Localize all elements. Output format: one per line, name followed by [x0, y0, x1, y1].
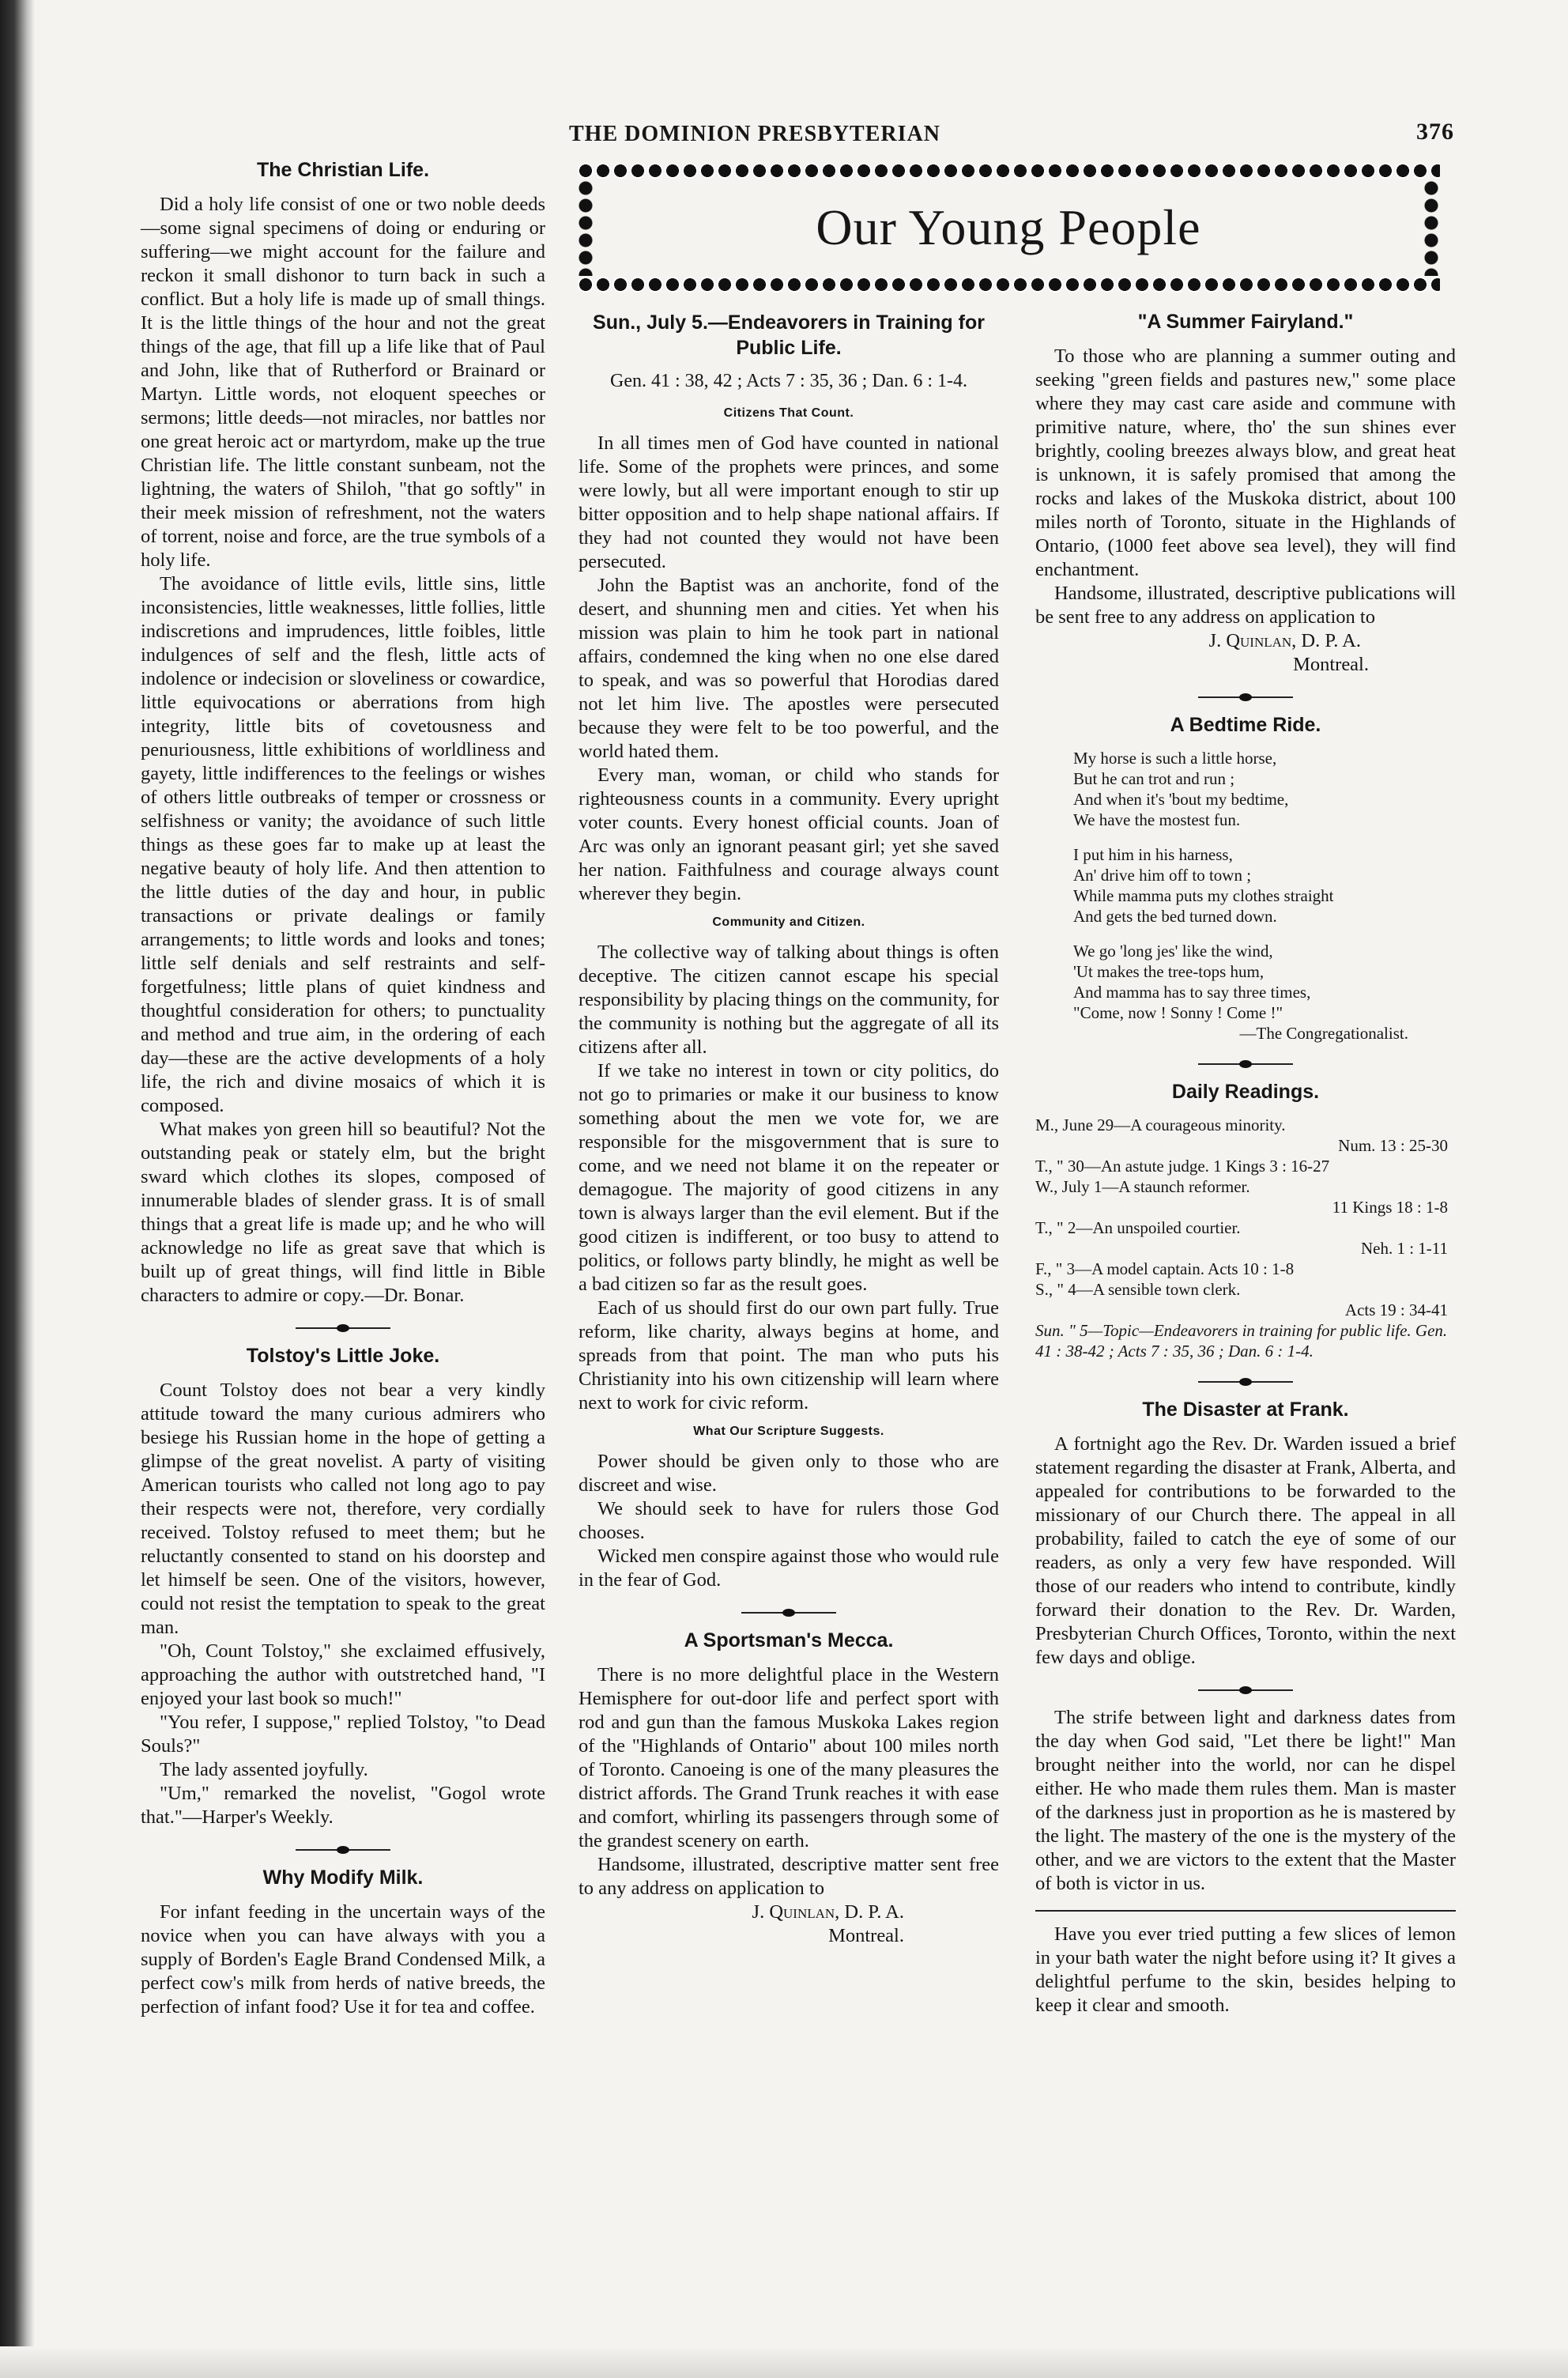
section-separator [1198, 693, 1293, 702]
reading-ref: Num. 13 : 25-30 [1338, 1136, 1448, 1155]
poem-line: My horse is such a little horse, [1073, 749, 1277, 768]
page-bottom-edge [0, 2346, 1568, 2378]
reading-row: S., " 4—A sensible town clerk. [1035, 1280, 1241, 1299]
subheading-community: Community and Citizen. [712, 915, 865, 929]
poem [1073, 748, 1456, 1044]
scripture-refs: Gen. 41 : 38, 42 ; Acts 7 : 35, 36 ; Dan. 6 : 1-4. [610, 371, 967, 391]
reading-row: T., " 2—An unspoiled courtier. [1035, 1218, 1241, 1237]
section-banner [577, 162, 1440, 293]
paragraph: Did a holy life consist of one or two noble deeds—some signal specimens of doing or enduring or suffering—we might account for the failure and reckon it small dishonor to turn back in such a conflict. But a holy life is made up of small things. It is the little things of the hour and not the great things of the age, that fill up a life like that of Paul and John, like that of Rutherford or Brainard or Martyn. Little words, not eloquent speeches or sermons; little deeds—not miracles, nor battles nor one great heroic act or martyrdom, make up the true Christian life. The little constant sunbeam, not the lightning, the waters of Shiloh, "that go softly" in their meek mission of refreshment, not the waters of torrent, noise and force, are the true symbols of a holy life. [141, 194, 545, 571]
article-heading-mecca: A Sportsman's Mecca. [684, 1629, 894, 1651]
article-heading-sunday-topic [579, 310, 999, 360]
section-separator [1198, 1059, 1293, 1069]
paragraph: A fortnight ago the Rev. Dr. Warden issued a brief statement regarding the disaster at Frank, Alberta, and appealed for contributions to be forwarded to the missionary of our Church there. The appeal in all probability, failed to catch the eye of some of our readers, as only a very few have responded. Will those of our readers who intend to contribute, kindly forward their donation to the Rev. Dr. Warden, Presbyterian Church Offices, Toronto, within the next few days and oblige. [1035, 1433, 1456, 1668]
running-head [569, 119, 1454, 150]
column-left [141, 158, 545, 2019]
poem-line: But he can trot and run ; [1073, 769, 1235, 788]
section-separator [1198, 1377, 1293, 1387]
signature-name: J. Quinlan, D. P. A. [1208, 630, 1361, 651]
paragraph: "You refer, I suppose," replied Tolstoy, "to Dead Souls?" [141, 1712, 545, 1757]
paragraph: Every man, woman, or child who stands for righteousness counts in a community. Every upright voter counts. Every honest official counts. Joan of Arc was only an ignorant peasant girl; yet she saved her nation. Faithfulness and courage always count wherever they begin. [579, 764, 999, 904]
section-separator [741, 1608, 836, 1617]
paragraph: Count Tolstoy does not bear a very kindly attitude toward the many curious admirers who besiege his Russian home in the hope of getting a glimpse of the great novelist. A party of visiting American tourists who called not long ago to pay their respects were not, therefore, very cordially received. Tolstoy refused to meet them; but he reluctantly consented to stand on his doorstep and let himself be seen. One of the visitors, however, could not resist the temptation to speak to the great man. [141, 1380, 545, 1638]
banner-border-left [577, 179, 594, 276]
article-heading-christian-life: The Christian Life. [256, 159, 430, 181]
article-heading-milk: Why Modify Milk. [262, 1867, 424, 1889]
reading-ref: Acts 19 : 34-41 [1344, 1300, 1448, 1319]
column-right [1035, 310, 1456, 2018]
paragraph: Handsome, illustrated, descriptive publications will be sent free to any address on application to [1035, 583, 1456, 628]
reading-row: F., " 3—A model captain. Acts 10 : 1-8 [1035, 1259, 1295, 1278]
column-middle [579, 310, 999, 1948]
poem-stanza [1073, 844, 1456, 927]
signature-city: Montreal. [1293, 654, 1369, 675]
section-separator [1198, 1685, 1293, 1695]
journal-title: THE DOMINION PRESBYTERIAN [569, 122, 940, 146]
subheading-citizens: Citizens That Count. [723, 406, 854, 420]
poem-line: We have the mostest fun. [1073, 810, 1241, 829]
banner-border-right [1423, 179, 1440, 276]
paragraph: The collective way of talking about things is often deceptive. The citizen cannot escape his special responsibility by placing things on the community, for the community is nothing but the aggregate of all its citizens after all. [579, 942, 999, 1058]
paragraph: In all times men of God have counted in national life. Some of the prophets were princes, and some were lowly, but all were important enough to stir up bitter opposition and to help shape national affairs. If they had not counted they would not have been persecuted. [579, 432, 999, 572]
section-separator [296, 1323, 390, 1333]
poem-line: And when it's 'bout my bedtime, [1073, 790, 1289, 809]
banner-border-top [577, 162, 1440, 179]
poem-line: While mamma puts my clothes straight [1073, 886, 1334, 905]
rule-divider [1035, 1910, 1456, 1912]
paragraph: "Oh, Count Tolstoy," she exclaimed effusively, approaching the author with outstretched hand, "I enjoyed your last book so much!" [141, 1640, 545, 1709]
poem-stanza [1073, 941, 1456, 1023]
paragraph: Wicked men conspire against those who would rule in the fear of God. [579, 1546, 999, 1591]
poem-line: I put him in his harness, [1073, 845, 1233, 864]
reading-ref: Neh. 1 : 1-11 [1360, 1239, 1448, 1258]
daily-readings-list [1035, 1115, 1456, 1361]
paragraph: "Um," remarked the novelist, "Gogol wrote that."—Harper's Weekly. [141, 1783, 545, 1828]
signature-city: Montreal. [828, 1925, 904, 1946]
reading-row-topic: Sun. " 5—Topic—Endeavorers in training for public life. Gen. 41 : 38-42 ; Acts 7 : 35, 36 ; Dan. 6 : 1-4. [1035, 1321, 1448, 1361]
paragraph: John the Baptist was an anchorite, fond of the desert, and shunning men and cities. Yet when his mission was plain to him he took part in national affairs, condemned the king when no one else dared to speak, and was so powerful that Horodias dared not let him live. The apostles were persecuted because they were felt to be too powerful, and the world hated them. [579, 575, 999, 762]
reading-row: T., " 30—An astute judge. 1 Kings 3 : 16-27 [1035, 1157, 1330, 1176]
topic-heading: Sun., July 5.—Endeavorers in Training for Public Life. [593, 311, 985, 359]
article-heading-bedtime: A Bedtime Ride. [1170, 714, 1321, 736]
paragraph-light-darkness: The strife between light and darkness dates from the day when God said, "Let there be light!" Man brought neither into the world, nor can he dispel either. He who made them rules them. Man is master of the darkness just in proportion as he is mastered by the light. The mastery of the one is the mystery of the other, and we are victors to the extent that the Master of both is victor in us. [1035, 1707, 1456, 1894]
paragraph: Each of us should first do our own part fully. True reform, like charity, always begins at home, and spreads from that point. The man who puts his Christianity into his own citizenship will learn where next to work for civic reform. [579, 1297, 999, 1414]
subheading-scripture: What Our Scripture Suggests. [693, 1425, 884, 1438]
poem-line: And mamma has to say three times, [1073, 983, 1311, 1002]
paragraph: What makes yon green hill so beautiful? Not the outstanding peak or stately elm, but the bright sward which clothes its slopes, composed of innumerable blades of slender grass. It is of small things that a great life is made up; and he who will acknowledge no life as great save that which is built up of great things, will find little in Bible characters to admire or copy.—Dr. Bonar. [141, 1119, 545, 1306]
poem-stanza [1073, 748, 1456, 830]
reading-row: W., July 1—A staunch reformer. [1035, 1177, 1250, 1196]
page-number: 376 [1416, 119, 1454, 145]
paragraph: Power should be given only to those who are discreet and wise. [579, 1451, 999, 1496]
banner-title: Our Young People [816, 199, 1201, 255]
poem-line: 'Ut makes the tree-tops hum, [1073, 962, 1265, 981]
section-separator [296, 1845, 390, 1855]
paragraph: We should seek to have for rulers those God chooses. [579, 1498, 999, 1543]
poem-line: An' drive him off to town ; [1073, 866, 1252, 885]
paragraph-lemon: Have you ever tried putting a few slices of lemon in your bath water the night before using it? It gives a delightful perfume to the skin, besides helping to keep it clear and smooth. [1035, 1923, 1456, 2016]
reading-ref: 11 Kings 18 : 1-8 [1332, 1198, 1448, 1217]
paragraph: If we take no interest in town or city politics, do not go to primaries or make it our business to know something about the men we vote for, we are responsible for the misgovernment that is sure to come, and we need not blame it on the repeater or demagogue. The majority of good citizens in any town is always larger than the evil element. But if the good citizen is indifferent, or too busy to attend to politics, or follows party blindly, he might as well be a bad citizen so far as the result goes. [579, 1060, 999, 1295]
article-heading-frank: The Disaster at Frank. [1142, 1398, 1349, 1421]
poem-line: And gets the bed turned down. [1073, 907, 1277, 926]
article-heading-readings: Daily Readings. [1171, 1081, 1320, 1103]
article-heading-fairyland: "A Summer Fairyland." [1137, 311, 1354, 333]
banner-border-bottom [577, 276, 1440, 293]
poem-line: "Come, now ! Sonny ! Come !" [1073, 1003, 1283, 1022]
paragraph: To those who are planning a summer outing and seeking "green fields and pastures new," some place where they may cast care aside and commune with primitive nature, where, tho' the sun shines ever brightly, cooling breezes always blow, and great heat is unknown, it is safely promised that among the rocks and lakes of the Muskoka district, about 100 miles north of Toronto, situate in the Highlands of Ontario, (1000 feet above sea level), they will find enchantment. [1035, 345, 1456, 580]
paragraph: For infant feeding in the uncertain ways of the novice when you can have always with you a supply of Borden's Eagle Brand Condensed Milk, a perfect cow's milk from herds of native breeds, the perfection of infant food? Use it for tea and coffee. [141, 1901, 545, 2018]
page-binding-edge [0, 0, 35, 2378]
poem-line: We go 'long jes' like the wind, [1073, 942, 1273, 961]
paragraph: The avoidance of little evils, little sins, little inconsistencies, little weaknesses, little follies, little indiscretions and imprudences, little foibles, little indulgences of self and the flesh, little acts of indolence or indecision or sloveliness or cowardice, little equivocations or aberrations from high integrity, little bits of covetousness and penuriousness, little exhibitions of worldliness and gayety, little indifferences to the feelings or wishes of others little outbreaks of temper or crossness or selfishness or vanity; the avoidance of such little things as these goes far to make up at least the negative beauty of holy life. And then attention to the little duties of the day and hour, in public transactions or private dealings or family arrangements; to little words and looks and tones; little self denials and self restraints and self-forgetfulness; little plans of quiet kindness and thoughtful consideration for others; to punctuality and method and true aim, in the ordering of each day—these are the active developments of a holy life, the rich and divine mosaics of which it is composed. [141, 573, 545, 1116]
poem-attribution: —The Congregationalist. [1239, 1024, 1408, 1043]
paragraph: There is no more delightful place in the Western Hemisphere for out-door life and perfect sport with rod and gun than the famous Muskoka Lakes region of the "Highlands of Ontario" about 100 miles north of Toronto. Canoeing is one of the many pleasures the district affords. The Grand Trunk reaches it with ease and comfort, whirling its passengers through some of the grandest scenery on earth. [579, 1664, 999, 1851]
signature-name: J. Quinlan, D. P. A. [752, 1901, 904, 1923]
article-heading-tolstoy: Tolstoy's Little Joke. [246, 1345, 440, 1367]
paragraph: Handsome, illustrated, descriptive matter sent free to any address on application to [579, 1854, 999, 1899]
paragraph: The lady assented joyfully. [160, 1759, 368, 1780]
reading-row: M., June 29—A courageous minority. [1035, 1115, 1286, 1134]
